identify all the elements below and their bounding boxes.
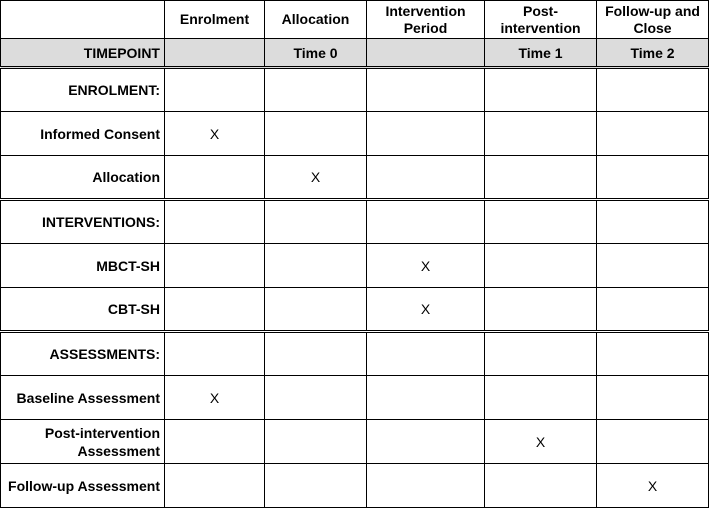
schedule-mark bbox=[367, 464, 485, 508]
schedule-mark bbox=[367, 156, 485, 200]
schedule-cell bbox=[367, 68, 485, 112]
schedule-mark bbox=[597, 376, 709, 420]
schedule-mark: X bbox=[485, 420, 597, 464]
row-label: Post-intervention Assessment bbox=[1, 420, 165, 464]
schedule-mark: X bbox=[265, 156, 367, 200]
schedule-mark bbox=[165, 420, 265, 464]
timepoint-cell bbox=[165, 39, 265, 68]
timepoint-cell: Time 2 bbox=[597, 39, 709, 68]
schedule-cell bbox=[265, 332, 367, 376]
schedule-cell bbox=[265, 200, 367, 244]
schedule-mark bbox=[265, 464, 367, 508]
schedule-cell bbox=[597, 200, 709, 244]
schedule-mark bbox=[367, 112, 485, 156]
row-label: Allocation bbox=[1, 156, 165, 200]
schedule-mark: X bbox=[367, 288, 485, 332]
schedule-mark bbox=[165, 288, 265, 332]
schedule-cell bbox=[265, 68, 367, 112]
schedule-cell bbox=[597, 68, 709, 112]
schedule-mark bbox=[367, 420, 485, 464]
schedule-mark: X bbox=[165, 112, 265, 156]
schedule-mark bbox=[165, 244, 265, 288]
column-header-intervention-period: Intervention Period bbox=[367, 1, 485, 39]
schedule-mark bbox=[485, 376, 597, 420]
schedule-mark bbox=[265, 244, 367, 288]
timepoint-cell bbox=[367, 39, 485, 68]
schedule-mark bbox=[485, 156, 597, 200]
schedule-cell bbox=[485, 332, 597, 376]
row-label: CBT-SH bbox=[1, 288, 165, 332]
row-label: MBCT-SH bbox=[1, 244, 165, 288]
schedule-mark bbox=[367, 376, 485, 420]
column-header-post-intervention: Post-intervention bbox=[485, 1, 597, 39]
timepoint-cell: Time 1 bbox=[485, 39, 597, 68]
section-row-assessments bbox=[1, 332, 709, 376]
schedule-mark bbox=[485, 244, 597, 288]
schedule-cell bbox=[367, 332, 485, 376]
table-row bbox=[1, 376, 709, 420]
section-title: ENROLMENT: bbox=[1, 68, 165, 112]
column-header-follow-up: Follow-up and Close bbox=[597, 1, 709, 39]
timepoint-row bbox=[1, 39, 709, 68]
schedule-mark: X bbox=[597, 464, 709, 508]
timepoint-cell: Time 0 bbox=[265, 39, 367, 68]
schedule-mark bbox=[165, 464, 265, 508]
schedule-cell bbox=[367, 200, 485, 244]
schedule-cell bbox=[165, 200, 265, 244]
schedule-mark bbox=[597, 288, 709, 332]
schedule-mark bbox=[485, 112, 597, 156]
row-label: Informed Consent bbox=[1, 112, 165, 156]
schedule-mark: X bbox=[165, 376, 265, 420]
schedule-cell bbox=[165, 332, 265, 376]
schedule-mark: X bbox=[367, 244, 485, 288]
table-row bbox=[1, 244, 709, 288]
column-header-enrolment: Enrolment bbox=[165, 1, 265, 39]
schedule-mark bbox=[265, 420, 367, 464]
table-row bbox=[1, 112, 709, 156]
corner-cell bbox=[1, 1, 165, 39]
column-header-allocation: Allocation bbox=[265, 1, 367, 39]
section-title: INTERVENTIONS: bbox=[1, 200, 165, 244]
table-row bbox=[1, 288, 709, 332]
schedule-mark bbox=[265, 112, 367, 156]
schedule-mark bbox=[265, 376, 367, 420]
schedule-mark bbox=[597, 420, 709, 464]
table-row bbox=[1, 464, 709, 508]
row-label: Baseline Assessment bbox=[1, 376, 165, 420]
section-title: ASSESSMENTS: bbox=[1, 332, 165, 376]
table-row bbox=[1, 420, 709, 464]
column-header-row bbox=[1, 1, 709, 39]
schedule-cell bbox=[165, 68, 265, 112]
schedule-mark bbox=[165, 156, 265, 200]
schedule-mark bbox=[485, 464, 597, 508]
schedule-mark bbox=[485, 288, 597, 332]
schedule-mark bbox=[597, 112, 709, 156]
row-label: Follow-up Assessment bbox=[1, 464, 165, 508]
schedule-mark bbox=[597, 156, 709, 200]
schedule-mark bbox=[265, 288, 367, 332]
table-row bbox=[1, 156, 709, 200]
section-row-enrolment bbox=[1, 68, 709, 112]
schedule-cell bbox=[597, 332, 709, 376]
section-row-interventions bbox=[1, 200, 709, 244]
schedule-cell bbox=[485, 200, 597, 244]
timepoint-label: TIMEPOINT bbox=[1, 39, 165, 68]
schedule-cell bbox=[485, 68, 597, 112]
schedule-mark bbox=[597, 244, 709, 288]
